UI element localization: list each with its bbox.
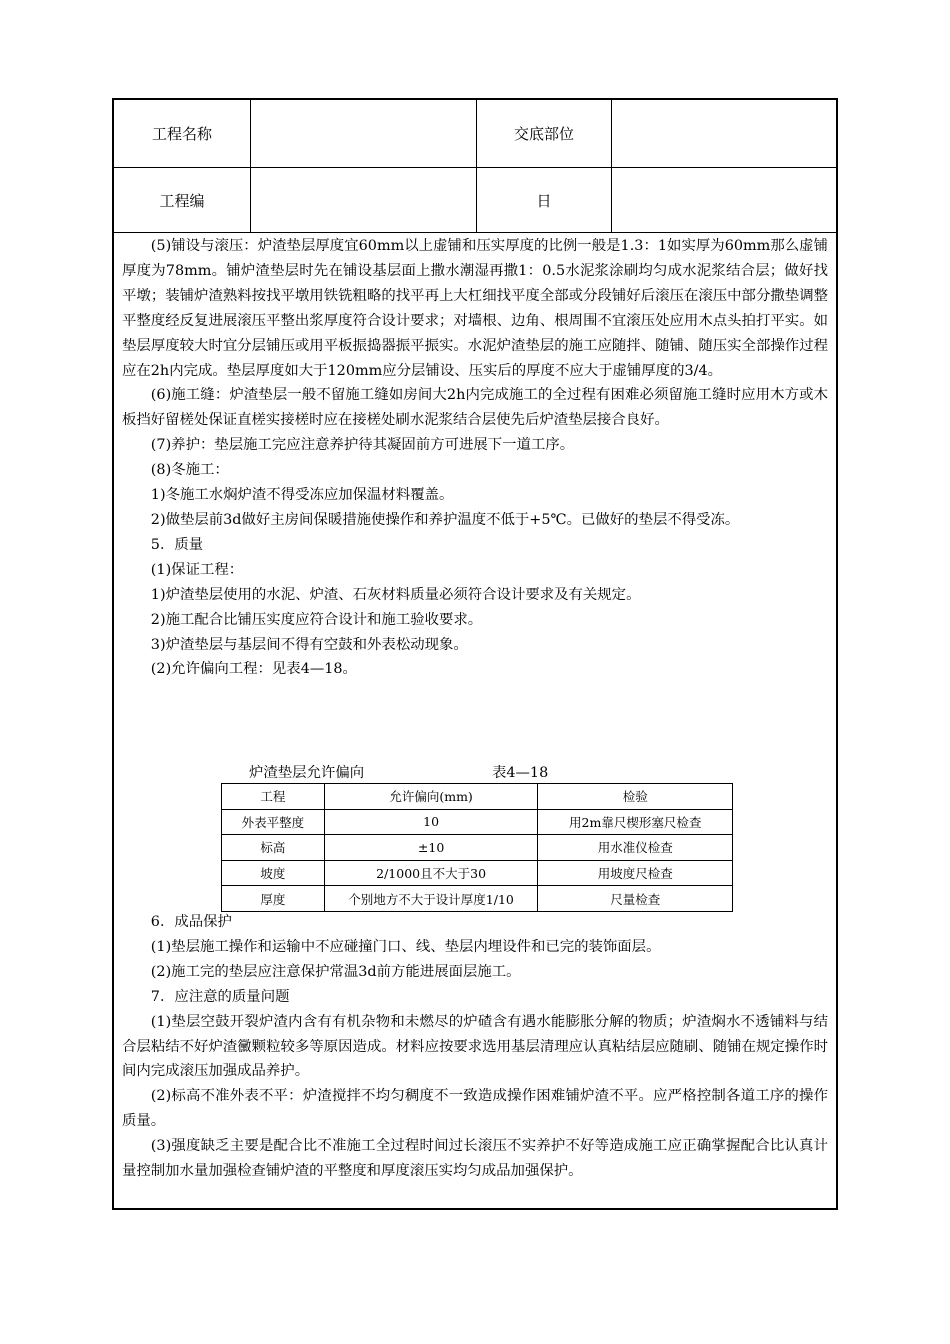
table-row <box>222 860 733 886</box>
table-caption: 炉渣垫层允许偏向 <box>249 765 365 781</box>
header-bottom-border <box>114 232 836 233</box>
date-field[interactable] <box>612 168 838 232</box>
table-header-cell: 允许偏向(mm) <box>324 784 538 810</box>
section-heading: 7．应注意的质量问题 <box>150 988 290 1005</box>
paragraph: 1)炉渣垫层使用的水泥、炉渣、石灰材料质量必须符合设计要求及有关规定。 <box>150 586 641 603</box>
date-label: 日 <box>536 191 552 210</box>
table-row <box>222 835 733 861</box>
table-cell: 用坡度尺检查 <box>538 860 733 886</box>
paragraph: (5)铺设与滚压：炉渣垫层厚度宜60mm以上虚铺和压实厚度的比例一般是1.3：1如实厚为60mm那么虚铺厚度为78mm。铺炉渣垫层时先在铺设基层面上撒水潮湿再撒1：0.5水泥浆涂刷均匀成水泥浆结合层；做好找平墩；装铺炉渣熟料按找平墩用铁铣粗略的找平再上大杠细找平度全部或分段铺好后滚压在滚压中部分撒垫调整平整度经反复进展滚压平整出浆厚度符合设计要求；对墙根、边角、根周围不宜滚压处应用木点头拍打平实。如垫层厚度较大时宜分层铺压或用平板振捣器振平振实。水泥炉渣垫层的施工应随拌、随铺、随压实全部操作过程应在2h内完成。垫层厚度如大于120mm应分层铺设、压实后的厚度不应大于虚铺厚度的3/4。 <box>122 238 828 379</box>
location-field[interactable] <box>612 100 838 167</box>
paragraph: 3)炉渣垫层与基层间不得有空鼓和外表松动现象。 <box>150 636 468 653</box>
table-row <box>222 809 733 835</box>
paragraph: (2)允许偏向工程：见表4—18。 <box>150 661 357 678</box>
disclosure-form <box>112 98 838 1210</box>
table-cell: 外表平整度 <box>222 809 325 835</box>
table-number: 表4—18 <box>492 765 549 781</box>
table-cell: ±10 <box>324 835 538 861</box>
body-text-section-2 <box>122 910 828 1184</box>
table-row <box>222 886 733 912</box>
table-cell: 尺量检查 <box>538 886 733 912</box>
location-label: 交底部位 <box>513 125 574 143</box>
table-cell: 厚度 <box>222 886 325 912</box>
paragraph: (1)垫层空鼓开裂炉渣内含有有机杂物和未燃尽的炉碴含有遇水能膨胀分解的物质；炉渣焖水不透铺料与结合层粘结不好炉渣黴颗粒较多等原因造成。材料应按要求选用基层清理应认真粘结层应随刷、随铺在规定操作时间内完成滚压加强成品养护。 <box>122 1013 828 1080</box>
table-cell: 2/1000且不大于30 <box>324 860 538 886</box>
table-header-row <box>222 784 733 810</box>
deviation-table <box>221 783 733 912</box>
table-cell: 用水准仪检查 <box>538 835 733 861</box>
body-text-section <box>122 234 828 682</box>
table-header-cell: 工程 <box>222 784 325 810</box>
paragraph: (8)冬施工： <box>150 462 229 479</box>
table-cell: 标高 <box>222 835 325 861</box>
paragraph: 1)冬施工水焖炉渣不得受冻应加保温材料覆盖。 <box>150 487 454 504</box>
section-heading: 6．成品保护 <box>150 914 232 930</box>
paragraph: 2)施工配合比铺压实度应符合设计和施工验收要求。 <box>150 611 483 628</box>
table-cell: 个别地方不大于设计厚度1/10 <box>324 886 538 912</box>
paragraph: (1)垫层施工操作和运输中不应碰撞门口、线、垫层内埋设件和已完的装饰面层。 <box>150 938 661 955</box>
table-cell: 坡度 <box>222 860 325 886</box>
paragraph: (2)施工完的垫层应注意保护常温3d前方能进展面层施工。 <box>150 963 521 980</box>
section-heading: 5．质量 <box>150 536 204 553</box>
paragraph: (7)养护：垫层施工完应注意养护待其凝固前方可进展下一道工序。 <box>150 437 575 454</box>
paragraph: (3)强度缺乏主要是配合比不准施工全过程时间过长滚压不实养护不好等造成施工应正确掌握配合比认真计量控制加水量加强检查铺炉渣的平整度和厚度滚压实均匀成品加强保护。 <box>122 1138 828 1180</box>
paragraph: (1)保证工程： <box>150 561 244 578</box>
paragraph: 2)做垫层前3d做好主房间保暖措施使操作和养护温度不低于+5℃。已做好的垫层不得受冻。 <box>150 511 740 528</box>
table-cell: 10 <box>324 809 538 835</box>
paragraph: (2)标高不准外表不平：炉渣搅拌不均匀稠度不一致造成操作困难铺炉渣不平。应严格控制各道工序的操作质量。 <box>122 1088 828 1130</box>
project-name-field[interactable] <box>251 100 476 167</box>
project-no-field[interactable] <box>251 168 476 232</box>
project-name-label: 工程名称 <box>151 125 212 143</box>
table-cell: 用2m靠尺楔形塞尺检查 <box>538 809 733 835</box>
project-no-label: 工程编 <box>159 191 205 210</box>
paragraph: (6)施工缝：炉渣垫层一般不留施工缝如房间大2h内完成施工的全过程有困难必须留施工缝时应用木方或木板挡好留槎处保证直槎实接槎时应在接槎处刷水泥浆结合层使先后炉渣垫层接合良好。 <box>122 387 828 429</box>
table-header-cell: 检验 <box>538 784 733 810</box>
